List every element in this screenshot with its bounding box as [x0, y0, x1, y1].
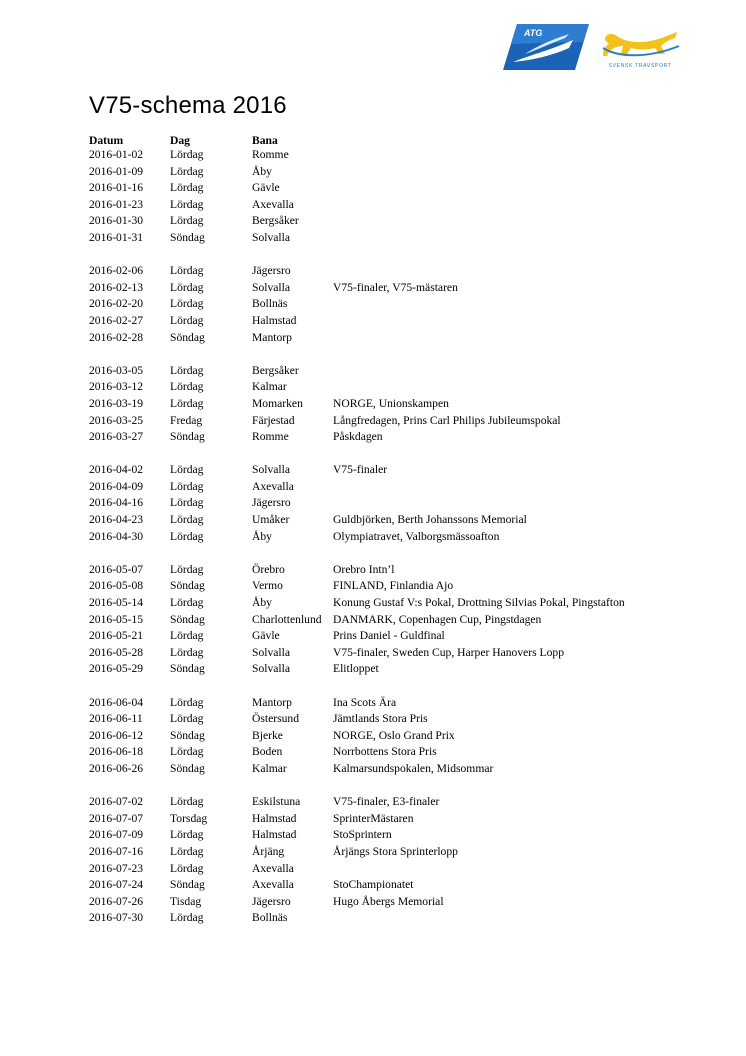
- header-date: Datum: [89, 134, 124, 147]
- row-note: NORGE, Oslo Grand Prix: [333, 728, 455, 742]
- row-note: DANMARK, Copenhagen Cup, Pingstdagen: [333, 612, 542, 626]
- logo-area: [503, 24, 683, 72]
- row-date: 2016-02-20: [89, 297, 144, 311]
- row-date: 2016-01-09: [89, 164, 144, 178]
- row-track: Umåker: [252, 513, 290, 527]
- row-day: Lördag: [170, 745, 204, 759]
- row-day: Lördag: [170, 380, 204, 394]
- row-track: Boden: [252, 745, 283, 759]
- row-note: Påskdagen: [333, 430, 383, 444]
- row-day: Lördag: [170, 214, 204, 228]
- row-date: 2016-01-30: [89, 214, 144, 228]
- row-date: 2016-07-23: [89, 861, 144, 875]
- row-date: 2016-06-11: [89, 712, 143, 726]
- atg-logo: [503, 24, 589, 70]
- row-day: Söndag: [170, 430, 205, 444]
- row-date: 2016-03-12: [89, 380, 144, 394]
- row-track: Romme: [252, 430, 289, 444]
- row-date: 2016-04-30: [89, 529, 144, 543]
- row-track: Axevalla: [252, 479, 294, 493]
- row-track: Eskilstuna: [252, 795, 301, 809]
- svensk-travsport-logo-text: SVENSK TRAVSPORT: [608, 63, 672, 69]
- row-day: Lördag: [170, 828, 204, 842]
- row-date: 2016-07-30: [89, 911, 144, 925]
- row-track: Bollnäs: [252, 297, 288, 311]
- row-note: SprinterMästaren: [333, 811, 414, 825]
- row-date: 2016-01-23: [89, 197, 144, 211]
- row-track: Åby: [252, 596, 272, 610]
- row-day: Lördag: [170, 596, 204, 610]
- row-day: Lördag: [170, 148, 204, 161]
- row-day: Söndag: [170, 878, 205, 892]
- row-day: Lördag: [170, 197, 204, 211]
- row-track: Momarken: [252, 396, 303, 410]
- row-track: Bjerke: [252, 728, 283, 742]
- row-day: Lördag: [170, 463, 204, 477]
- row-note: Årjängs Stora Sprinterlopp: [333, 844, 458, 858]
- row-day: Söndag: [170, 761, 205, 775]
- row-date: 2016-02-06: [89, 264, 144, 278]
- row-note: Guldbjörken, Berth Johanssons Memorial: [333, 513, 527, 527]
- row-track: Jägersro: [252, 894, 291, 908]
- row-track: Kalmar: [252, 380, 287, 394]
- row-date: 2016-07-09: [89, 828, 144, 842]
- row-date: 2016-05-21: [89, 629, 144, 643]
- row-note: StoChampionatet: [333, 878, 414, 892]
- row-day: Tisdag: [170, 894, 202, 908]
- row-track: Axevalla: [252, 878, 294, 892]
- atg-logo-text: ATG: [524, 28, 543, 38]
- row-day: Lördag: [170, 264, 204, 278]
- row-day: Lördag: [170, 629, 204, 643]
- row-day: Lördag: [170, 712, 204, 726]
- row-date: 2016-07-07: [89, 811, 144, 825]
- row-date: 2016-06-26: [89, 761, 144, 775]
- row-track: Åby: [252, 529, 272, 543]
- row-date: 2016-04-09: [89, 479, 144, 493]
- row-day: Lördag: [170, 297, 204, 311]
- row-date: 2016-01-31: [89, 230, 144, 244]
- row-note: NORGE, Unionskampen: [333, 396, 449, 410]
- row-day: Söndag: [170, 230, 205, 244]
- row-date: 2016-05-07: [89, 562, 144, 576]
- row-date: 2016-05-28: [89, 645, 144, 659]
- row-note: StoSprintern: [333, 828, 392, 842]
- row-note: Prins Daniel - Guldfinal: [333, 629, 445, 643]
- row-day: Lördag: [170, 496, 204, 510]
- row-date: 2016-04-02: [89, 463, 144, 477]
- row-track: Jägersro: [252, 264, 291, 278]
- row-date: 2016-03-25: [89, 413, 144, 427]
- row-date: 2016-06-12: [89, 728, 144, 742]
- row-note: Ina Scots Ära: [333, 695, 397, 709]
- row-track: Gävle: [252, 629, 280, 643]
- row-date: 2016-04-16: [89, 496, 144, 510]
- row-note: Orebro Intn’l: [333, 562, 395, 576]
- row-note: Olympiatravet, Valborgsmässoafton: [333, 529, 500, 543]
- row-track: Bergsåker: [252, 363, 299, 377]
- row-date: 2016-03-05: [89, 363, 144, 377]
- row-day: Lördag: [170, 181, 204, 195]
- row-track: Solvalla: [252, 645, 290, 659]
- row-day: Lördag: [170, 695, 204, 709]
- row-track: Gävle: [252, 181, 280, 195]
- row-track: Mantorp: [252, 330, 292, 344]
- row-day: Lördag: [170, 396, 204, 410]
- row-track: Halmstad: [252, 828, 297, 842]
- row-day: Söndag: [170, 662, 205, 676]
- row-note: Jämtlands Stora Pris: [333, 712, 428, 726]
- row-day: Lördag: [170, 645, 204, 659]
- row-track: Bergsåker: [252, 214, 299, 228]
- row-date: 2016-01-02: [89, 148, 144, 161]
- row-date: 2016-06-18: [89, 745, 144, 759]
- row-track: Åby: [252, 164, 272, 178]
- row-day: Söndag: [170, 330, 205, 344]
- row-track: Mantorp: [252, 695, 292, 709]
- row-day: Lördag: [170, 795, 204, 809]
- row-note: FINLAND, Finlandia Ajo: [333, 579, 454, 593]
- row-date: 2016-05-14: [89, 596, 144, 610]
- row-day: Söndag: [170, 612, 205, 626]
- row-day: Lördag: [170, 529, 204, 543]
- row-day: Lördag: [170, 280, 204, 294]
- row-day: Fredag: [170, 413, 203, 427]
- row-date: 2016-03-27: [89, 430, 144, 444]
- row-track: Vermo: [252, 579, 283, 593]
- header-track: Bana: [252, 134, 278, 147]
- row-day: Torsdag: [170, 811, 208, 825]
- row-track: Jägersro: [252, 496, 291, 510]
- row-note: Elitloppet: [333, 662, 379, 676]
- row-note: Långfredagen, Prins Carl Philips Jubileumspokal: [333, 413, 561, 427]
- row-date: 2016-02-13: [89, 280, 144, 294]
- row-track: Solvalla: [252, 662, 290, 676]
- row-track: Bollnäs: [252, 911, 288, 925]
- row-date: 2016-07-02: [89, 795, 144, 809]
- row-day: Lördag: [170, 164, 204, 178]
- page-title: V75-schema 2016: [89, 92, 287, 119]
- row-date: 2016-05-15: [89, 612, 144, 626]
- row-date: 2016-07-24: [89, 878, 144, 892]
- row-date: 2016-06-04: [89, 695, 144, 709]
- row-note: V75-finaler, E3-finaler: [333, 795, 440, 809]
- row-day: Lördag: [170, 313, 204, 327]
- row-note: V75-finaler: [333, 463, 388, 477]
- row-date: 2016-02-28: [89, 330, 144, 344]
- header-day: Dag: [170, 134, 190, 147]
- row-date: 2016-04-23: [89, 513, 144, 527]
- row-day: Lördag: [170, 861, 204, 875]
- row-track: Halmstad: [252, 811, 297, 825]
- row-date: 2016-01-16: [89, 181, 144, 195]
- row-date: 2016-07-16: [89, 844, 144, 858]
- row-track: Färjestad: [252, 413, 295, 427]
- row-track: Axevalla: [252, 197, 294, 211]
- row-day: Lördag: [170, 911, 204, 925]
- row-track: Charlottenlund: [252, 612, 322, 626]
- row-day: Lördag: [170, 562, 204, 576]
- row-date: 2016-05-08: [89, 579, 144, 593]
- row-track: Solvalla: [252, 230, 290, 244]
- row-note: Konung Gustaf V:s Pokal, Drottning Silvias Pokal, Pingstafton: [333, 596, 625, 610]
- row-track: Solvalla: [252, 463, 290, 477]
- row-note: Hugo Åbergs Memorial: [333, 894, 444, 908]
- row-note: Norrbottens Stora Pris: [333, 745, 437, 759]
- row-day: Lördag: [170, 844, 204, 858]
- row-day: Lördag: [170, 513, 204, 527]
- row-day: Lördag: [170, 479, 204, 493]
- row-date: 2016-03-19: [89, 396, 144, 410]
- row-note: V75-finaler, V75-mästaren: [333, 280, 458, 294]
- row-track: Östersund: [252, 712, 300, 726]
- row-track: Romme: [252, 148, 289, 161]
- row-track: Kalmar: [252, 761, 287, 775]
- row-track: Halmstad: [252, 313, 297, 327]
- row-track: Axevalla: [252, 861, 294, 875]
- row-track: Solvalla: [252, 280, 290, 294]
- row-track: Örebro: [252, 562, 285, 576]
- row-date: 2016-02-27: [89, 313, 144, 327]
- row-date: 2016-05-29: [89, 662, 144, 676]
- row-note: V75-finaler, Sweden Cup, Harper Hanovers Lopp: [333, 645, 565, 659]
- row-day: Söndag: [170, 728, 205, 742]
- row-track: Årjäng: [252, 844, 285, 858]
- row-day: Lördag: [170, 363, 204, 377]
- row-date: 2016-07-26: [89, 894, 144, 908]
- row-note: Kalmarsundspokalen, Midsommar: [333, 761, 494, 775]
- svensk-travsport-logo: [599, 28, 681, 70]
- row-day: Söndag: [170, 579, 205, 593]
